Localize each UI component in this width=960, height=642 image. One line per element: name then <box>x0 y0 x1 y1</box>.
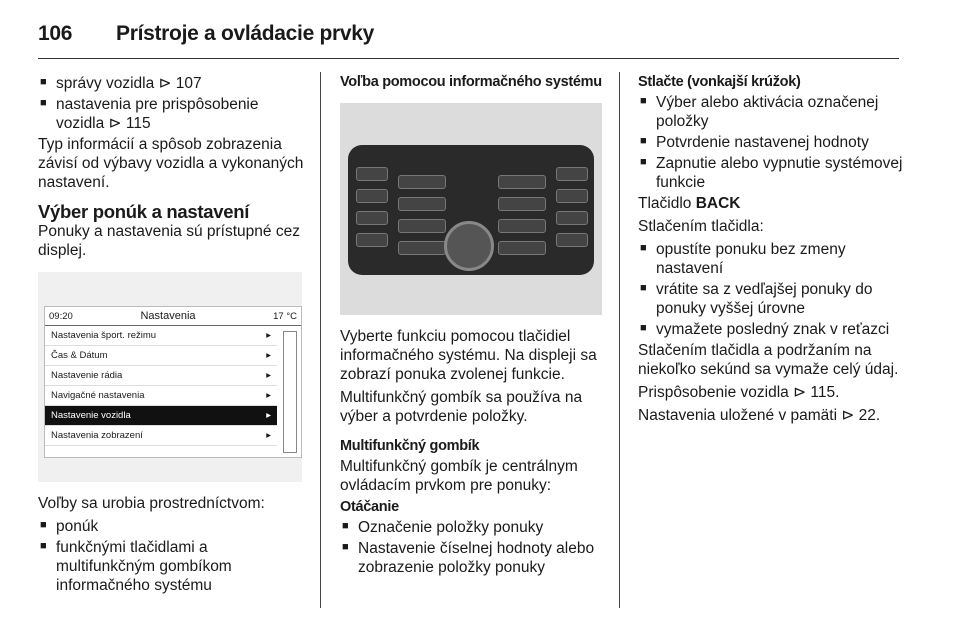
panel-button <box>356 233 388 247</box>
menu-row <box>45 386 277 406</box>
panel-button <box>556 211 588 225</box>
panel-button <box>498 175 546 189</box>
chevron-right-icon: ▸ <box>266 330 271 341</box>
menu-row-label: Nastavenie rádia <box>51 370 123 381</box>
paragraph: Multifunkčný gombík sa používa na výber a potvrdenie položky. <box>340 389 583 425</box>
paragraph: Nastavenia uložené v pamäti ⊳ 22. <box>638 407 881 424</box>
column-2 <box>340 74 610 579</box>
panel-button <box>398 175 446 189</box>
chevron-right-icon: ▸ <box>266 410 271 421</box>
display-figure <box>38 272 302 482</box>
paragraph <box>638 194 913 213</box>
chevron-right-icon: ▸ <box>266 370 271 381</box>
chevron-right-icon: ▸ <box>266 350 271 361</box>
multifunction-knob <box>444 221 494 271</box>
menu-row-label: Čas & Dátum <box>51 350 108 361</box>
panel-button <box>356 167 388 181</box>
panel-button <box>498 197 546 211</box>
panel-button <box>556 167 588 181</box>
back-prefix: Tlačidlo <box>638 195 696 212</box>
display-topbar <box>45 307 301 326</box>
display-scrollbar <box>283 331 297 453</box>
list-item: ■ vrátite sa z vedľajšej ponuky do ponuky vyššej úrovne <box>638 280 913 318</box>
list-item: ■ Nastavenie číselnej hodnoty alebo zobrazenie položky ponuky <box>340 539 610 577</box>
panel-button <box>556 189 588 203</box>
control-panel-figure <box>340 103 602 315</box>
paragraph: Voľby sa urobia prostredníctvom: <box>38 495 265 512</box>
panel-button <box>356 189 388 203</box>
menu-row-selected <box>45 406 277 426</box>
chevron-right-icon: ▸ <box>266 390 271 401</box>
panel-button <box>556 233 588 247</box>
menu-row-label: Nastavenia zobrazení <box>51 430 143 441</box>
list-item: ■ Výber alebo aktivácia označenej položky <box>638 93 913 131</box>
menu-row <box>45 366 277 386</box>
column-divider-1 <box>320 72 321 608</box>
menu-row-label: Nastavenia šport. režimu <box>51 330 157 341</box>
column-1 <box>38 74 308 597</box>
menu-row <box>45 326 277 346</box>
page-number: 106 <box>38 22 73 45</box>
menu-row-label: Nastavenie vozidla <box>51 410 131 421</box>
column-3 <box>638 74 913 429</box>
paragraph: Stlačením tlačidla a podržaním na niekoľko sekúnd sa vymaže celý údaj. <box>638 342 899 378</box>
paragraph: Vyberte funkciu pomocou tlačidiel informačného systému. Na displeji sa zobrazí ponuka zvolenej funkcie. <box>340 328 597 383</box>
paragraph: Ponuky a nastavenia sú prístupné cez displej. <box>38 223 300 259</box>
panel-button <box>398 197 446 211</box>
subheading: Multifunkčný gombík <box>340 438 480 454</box>
header-divider <box>38 58 899 59</box>
section-heading: Výber ponúk a nastavení <box>38 201 250 222</box>
section-heading: Voľba pomocou informačného systému <box>340 74 602 90</box>
display-title: Nastavenia <box>140 309 196 322</box>
list-item: ■ ponúk <box>38 517 308 536</box>
list-item: ■ funkčnými tlačidlami a multifunkčným gombíkom informačného systému <box>38 538 308 595</box>
paragraph: Typ informácií a spôsob zobrazenia závisí od výbavy vozidla a vykonaných nastavení. <box>38 136 304 191</box>
menu-row <box>45 426 277 446</box>
page-title: Prístroje a ovládacie prvky <box>116 22 375 45</box>
paragraph: Prispôsobenie vozidla ⊳ 115. <box>638 384 840 401</box>
panel-button <box>498 241 546 255</box>
paragraph: Stlačením tlačidla: <box>638 218 764 235</box>
menu-row-label: Navigačné nastavenia <box>51 390 145 401</box>
column-divider-2 <box>619 72 620 608</box>
list-item: ■ Potvrdenie nastavenej hodnoty <box>638 133 913 152</box>
subheading: Otáčanie <box>340 499 399 515</box>
list-item: ■ opustíte ponuku bez zmeny nastavení <box>638 240 913 278</box>
list-item: ■ Zapnutie alebo vypnutie systémovej funkcie <box>638 154 913 192</box>
list-item: ■ Označenie položky ponuky <box>340 518 610 537</box>
menu-row <box>45 346 277 366</box>
back-key-label: BACK <box>695 195 741 212</box>
chevron-right-icon: ▸ <box>266 430 271 441</box>
panel-button <box>398 241 446 255</box>
panel-button <box>498 219 546 233</box>
display-temperature: 17 °C <box>273 310 297 322</box>
subheading: Stlačte (vonkajší krúžok) <box>638 74 801 90</box>
display-screen <box>44 306 302 458</box>
page-header <box>38 22 374 46</box>
display-time: 09:20 <box>49 310 73 322</box>
list-item: ■ nastavenia pre prispôsobenie vozidla ⊳ 115 <box>38 95 308 133</box>
panel-button <box>398 219 446 233</box>
list-item: ■ správy vozidla ⊳ 107 <box>38 74 308 93</box>
list-item: ■ vymažete posledný znak v reťazci <box>638 320 913 339</box>
panel-button <box>356 211 388 225</box>
paragraph: Multifunkčný gombík je centrálnym ovládacím prvkom pre ponuky: <box>340 458 578 494</box>
